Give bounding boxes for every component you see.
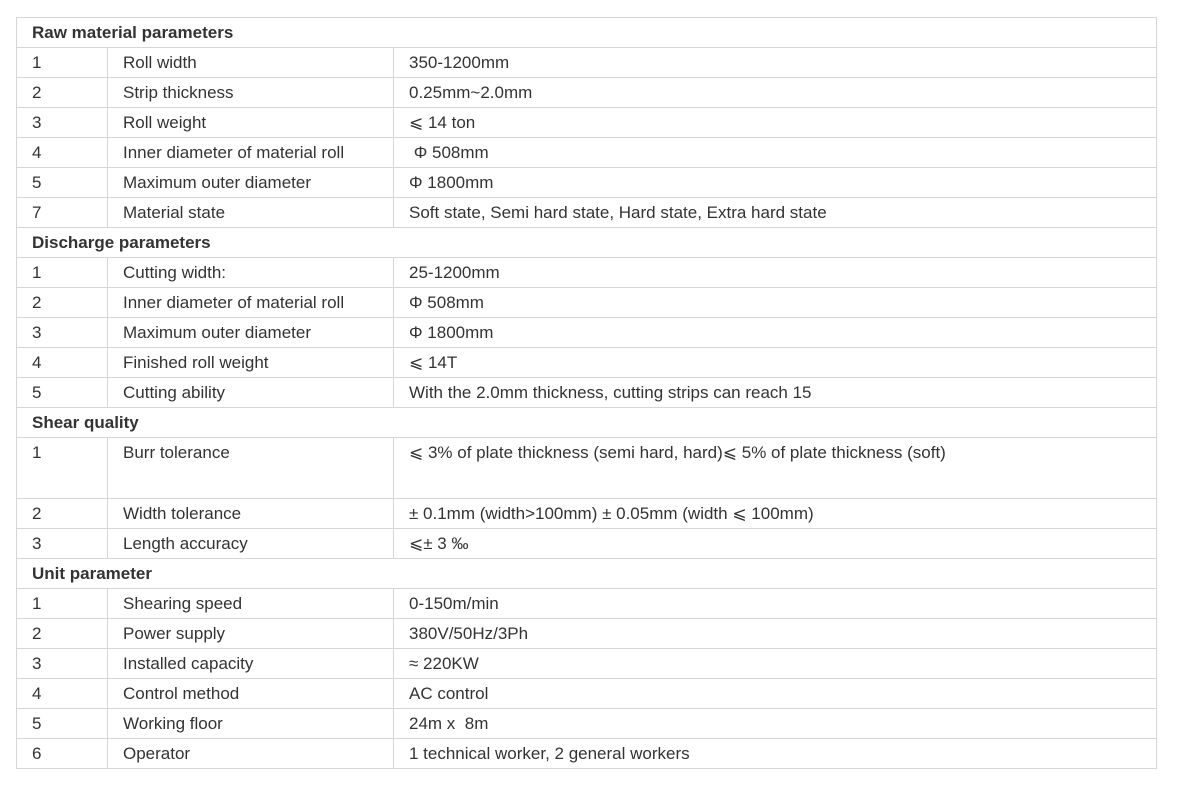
row-number: 3 <box>17 529 108 559</box>
table-row <box>17 168 1157 198</box>
row-number: 3 <box>17 318 108 348</box>
row-number: 1 <box>17 258 108 288</box>
section-header-row <box>17 559 1157 589</box>
parameter-name: Working floor <box>108 709 394 739</box>
parameter-value: 0-150m/min <box>394 589 1157 619</box>
parameter-name: Inner diameter of material roll <box>108 288 394 318</box>
row-number: 2 <box>17 619 108 649</box>
section-title: Discharge parameters <box>17 228 1157 258</box>
table-row <box>17 198 1157 228</box>
parameter-name: Burr tolerance <box>108 438 394 499</box>
table-row <box>17 48 1157 78</box>
table-row <box>17 318 1157 348</box>
parameter-value: AC control <box>394 679 1157 709</box>
table-row <box>17 78 1157 108</box>
row-number: 3 <box>17 108 108 138</box>
parameter-name: Power supply <box>108 619 394 649</box>
row-number: 1 <box>17 438 108 499</box>
section-header-row <box>17 18 1157 48</box>
section-title: Raw material parameters <box>17 18 1157 48</box>
parameter-name: Control method <box>108 679 394 709</box>
table-row <box>17 739 1157 769</box>
parameter-name: Maximum outer diameter <box>108 318 394 348</box>
row-number: 2 <box>17 499 108 529</box>
table-row <box>17 258 1157 288</box>
table-row <box>17 589 1157 619</box>
parameter-name: Material state <box>108 198 394 228</box>
parameter-name: Roll weight <box>108 108 394 138</box>
section-title: Unit parameter <box>17 559 1157 589</box>
parameter-name: Shearing speed <box>108 589 394 619</box>
parameter-value: Φ 1800mm <box>394 318 1157 348</box>
section-header-row <box>17 228 1157 258</box>
parameter-value: ⩽ 14T <box>394 348 1157 378</box>
row-number: 1 <box>17 589 108 619</box>
parameter-name: Installed capacity <box>108 649 394 679</box>
parameter-name: Width tolerance <box>108 499 394 529</box>
row-number: 4 <box>17 679 108 709</box>
parameter-value: 0.25mm~2.0mm <box>394 78 1157 108</box>
row-number: 4 <box>17 138 108 168</box>
parameter-value: 380V/50Hz/3Ph <box>394 619 1157 649</box>
parameter-value: ⩽± 3 ‰ <box>394 529 1157 559</box>
parameter-value: 24m x 8m <box>394 709 1157 739</box>
row-number: 2 <box>17 288 108 318</box>
parameter-name: Cutting width: <box>108 258 394 288</box>
table-row <box>17 649 1157 679</box>
table-row <box>17 288 1157 318</box>
row-number: 5 <box>17 168 108 198</box>
parameter-value: Φ 508mm <box>394 138 1157 168</box>
table-row <box>17 499 1157 529</box>
parameter-value: ⩽ 14 ton <box>394 108 1157 138</box>
table-row <box>17 378 1157 408</box>
parameter-name: Length accuracy <box>108 529 394 559</box>
spec-table <box>16 17 1157 769</box>
parameter-value: ⩽ 3% of plate thickness (semi hard, hard)⩽ 5% of plate thickness (soft) <box>394 438 1157 499</box>
row-number: 3 <box>17 649 108 679</box>
row-number: 4 <box>17 348 108 378</box>
row-number: 5 <box>17 709 108 739</box>
parameter-value: Soft state, Semi hard state, Hard state, Extra hard state <box>394 198 1157 228</box>
parameter-name: Inner diameter of material roll <box>108 138 394 168</box>
table-row <box>17 138 1157 168</box>
parameter-name: Roll width <box>108 48 394 78</box>
parameter-value: 350-1200mm <box>394 48 1157 78</box>
row-number: 6 <box>17 739 108 769</box>
parameter-value: ≈ 220KW <box>394 649 1157 679</box>
parameter-name: Maximum outer diameter <box>108 168 394 198</box>
table-row <box>17 619 1157 649</box>
section-header-row <box>17 408 1157 438</box>
table-row <box>17 438 1157 499</box>
parameter-name: Cutting ability <box>108 378 394 408</box>
row-number: 7 <box>17 198 108 228</box>
parameter-value: 1 technical worker, 2 general workers <box>394 739 1157 769</box>
parameter-name: Operator <box>108 739 394 769</box>
parameter-name: Strip thickness <box>108 78 394 108</box>
row-number: 2 <box>17 78 108 108</box>
table-row <box>17 348 1157 378</box>
table-row <box>17 679 1157 709</box>
table-row <box>17 709 1157 739</box>
parameter-value: 25-1200mm <box>394 258 1157 288</box>
section-title: Shear quality <box>17 408 1157 438</box>
parameter-name: Finished roll weight <box>108 348 394 378</box>
parameter-value: ± 0.1mm (width>100mm) ± 0.05mm (width ⩽ 100mm) <box>394 499 1157 529</box>
table-row <box>17 108 1157 138</box>
row-number: 5 <box>17 378 108 408</box>
parameter-value: With the 2.0mm thickness, cutting strips can reach 15 <box>394 378 1157 408</box>
parameter-value: Φ 508mm <box>394 288 1157 318</box>
parameter-value: Φ 1800mm <box>394 168 1157 198</box>
row-number: 1 <box>17 48 108 78</box>
table-row <box>17 529 1157 559</box>
